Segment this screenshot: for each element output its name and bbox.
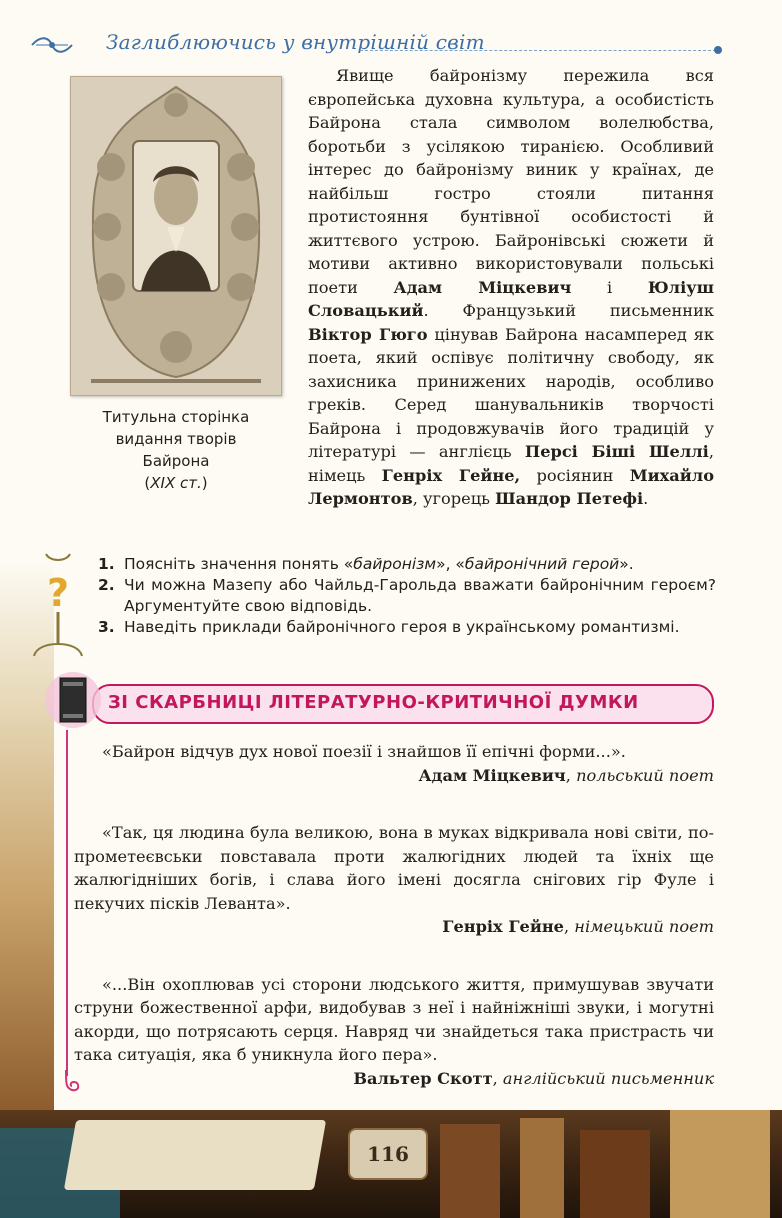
question-mark-icon	[28, 548, 88, 660]
text-run: цінував Байрона насамперед як поета, який оспівує політичну свободу, як захисника принижених народів, особливо греків. Серед шанувальників творчості Байрона і продовжувачів його традицій у літературі — англієць	[308, 324, 714, 461]
name-highlight: Михайло Лермонтов	[308, 465, 714, 508]
quote-block	[74, 973, 714, 1091]
caption-line: Титульна сторінка	[102, 408, 250, 426]
question-number: 2.	[98, 576, 115, 594]
critic-quotes	[74, 740, 714, 1124]
page-number: 116	[348, 1128, 428, 1180]
paragraph	[308, 64, 714, 511]
name-highlight: Юліуш Словацький	[308, 277, 714, 320]
text-run: .	[643, 489, 649, 508]
name-highlight: Адам Міцкевич	[393, 277, 572, 297]
book-icon	[42, 668, 104, 732]
caption-line: Байрона	[142, 452, 210, 470]
term: байронізм	[353, 555, 437, 573]
section-banner-title: ЗІ СКАРБНИЦІ ЛІТЕРАТУРНО-КРИТИЧНОЇ ДУМКИ	[108, 692, 639, 713]
header-dot	[714, 46, 722, 54]
text-run: . Французький письменник	[423, 301, 714, 320]
footer-book	[670, 1110, 770, 1218]
quote-author: Вальтер Скотт	[353, 1068, 493, 1088]
name-highlight: Персі Біші Шеллі	[524, 442, 709, 461]
footer-open-book	[64, 1120, 326, 1190]
name-highlight: Шандор Петефі	[495, 489, 644, 508]
text-run: , німець	[308, 442, 714, 485]
quote-text: «Байрон відчув дух нової поезії і знайшов її епічні форми...».	[102, 742, 626, 761]
questions-list	[98, 554, 716, 638]
footer-book	[520, 1118, 564, 1218]
quote-author: Генріх Гейне	[442, 917, 564, 936]
text-run: , угорець	[412, 489, 496, 508]
quote-attribution: Вальтер Скотт, англійський письменник	[353, 1068, 714, 1088]
svg-text:?: ?	[46, 571, 70, 615]
question-number: 1.	[98, 555, 115, 573]
term: байронічний герой	[464, 555, 620, 573]
text-run: Поясніть значення понять «	[124, 555, 354, 573]
figure-caption	[76, 406, 276, 494]
question-number: 3.	[98, 618, 115, 636]
question-item	[98, 617, 716, 638]
quote-block	[74, 821, 714, 939]
text-run: Чи можна Мазепу або Чайльд-Гарольда вважати байронічним героєм? Аргументуйте свою відповідь.	[124, 576, 716, 615]
caption-line: видання творів	[115, 430, 237, 448]
text-run: і	[571, 277, 648, 297]
quote-attribution: Адам Міцкевич, польський поет	[418, 765, 714, 785]
quote-text: «Так, ця людина була великою, вона в муках відкривала нові світи, по-прометеєвськи повставала проти жалюгідних людей та їхніх ще жалюгідніших богів, і слава його імені досягла снігових гір Фуле і пекучих пісків Леванта».	[74, 823, 714, 913]
header-rule	[360, 50, 716, 51]
quote-text: «...Він охоплював усі сторони людського життя, примушував звучати струни божественної арфи, видобував з неї і найніжніші звуки, і могутні акорди, що потрясають серця. Навряд чи знайдеться така пристрасть чи така ситуація, яка б уникнула його пера».	[74, 974, 714, 1064]
quote-block	[74, 740, 714, 787]
caption-paren: (	[144, 474, 151, 492]
name-highlight: Віктор Гюго	[308, 324, 428, 344]
main-paragraph-block	[308, 64, 714, 511]
caption-century: XIX ст.	[150, 474, 202, 492]
quote-margin-line	[66, 730, 68, 1076]
caption-paren: )	[201, 474, 208, 492]
section-banner	[92, 684, 714, 724]
quote-attribution: Генріх Гейне, німецький поет	[442, 917, 714, 936]
text-run: », «	[436, 555, 465, 573]
text-run: Наведіть приклади байронічного героя в українському романтизмі.	[124, 618, 680, 636]
page-header	[30, 26, 720, 66]
quote-role: англійський письменник	[502, 1068, 714, 1088]
quote-role: німецький поет	[574, 917, 714, 936]
question-item	[98, 554, 716, 575]
name-highlight: Генріх Гейне,	[381, 465, 521, 485]
footer-book	[440, 1124, 500, 1218]
text-run: росіянин	[520, 465, 630, 485]
text-run: Явище байронізму пережила вся європейська духовна культура, а особистість Байрона стала символом волелюбства, боротьби з усілякою тиранією. Особливий інтерес до байронізму виник у країнах, де найбільш гостро стояли питання протистояння бунтівної особистості й життєвого устрою. Байронівські сюжети й мотиви активно використовували польські поети	[308, 66, 714, 297]
caption-line	[76, 472, 276, 494]
section-title: Заглиблюючись у внутрішній світ	[106, 30, 485, 54]
flourish-ornament-icon	[30, 34, 74, 56]
footer-book	[580, 1130, 650, 1218]
text-run: ».	[619, 555, 634, 573]
question-item	[98, 575, 716, 617]
quote-author: Адам Міцкевич	[418, 765, 566, 785]
quote-role: польський поет	[576, 765, 714, 785]
byron-engraving-image	[70, 76, 282, 396]
